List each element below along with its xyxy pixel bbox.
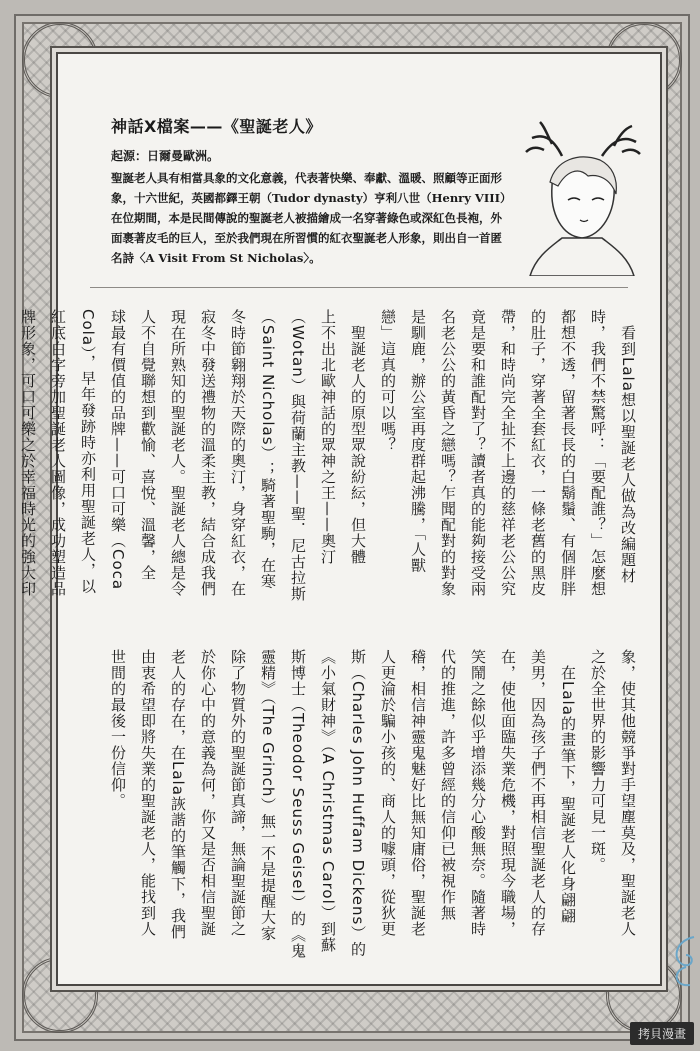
text-column: 寂冬中發送禮物的溫柔主教，結合成我們 xyxy=(199,309,217,597)
text-column: 由衷希望即將失業的聖誕老人，能找到人 xyxy=(139,649,157,937)
text-column: 於你心中的意義為何，你又是否相信聖誕 xyxy=(199,649,217,937)
text-column: 上不出北歐神話的眾神之王——奧汀 xyxy=(319,309,337,565)
article-lower-block xyxy=(86,649,640,979)
text-column: 《小氣財神》（A Christmas Carol）到蘇 xyxy=(319,649,337,953)
antlered-character-illustration xyxy=(522,116,642,276)
sidebox-body: 聖誕老人具有相當具象的文化意義，代表著快樂、奉獻、溫暖、照顧等正面形象，十六世紀，英國都鐸王朝（Tudor dynasty）亨利八世（Henry VIII）在位期間，本是民間傳說的聖誕老人被描繪成一名穿著綠色或深紅色長袍，外面裹著皮毛的巨人，至於我們現在所習慣的紅衣聖誕老人形象，則出自一首匿名詩〈A Visit From St Nicholas〉。 xyxy=(111,171,506,265)
text-column: Cola），早年發跡時亦利用聖誕老人，以 xyxy=(79,309,97,595)
text-column: 象，使其他競爭對手望塵莫及，聖誕老人 xyxy=(619,649,637,937)
text-column: 稽，相信神靈鬼魅好比無知庸俗，聖誕老 xyxy=(409,649,427,937)
text-column: 靈精》（The Grinch）無一不是提醒大家 xyxy=(259,649,277,942)
text-column: 戀」這真的可以嗎？ xyxy=(379,309,397,453)
article-upper-block xyxy=(19,309,640,629)
text-column: 人更淪於騙小孩的、商人的噱頭，從狄更 xyxy=(379,649,397,937)
text-column: 美男，因為孩子們不再相信聖誕老人的存 xyxy=(529,649,547,937)
swirl-ornament-icon xyxy=(664,931,700,991)
section-divider xyxy=(90,287,628,288)
text-column: 帶，和時尚完全扯不上邊的慈祥老公公究 xyxy=(499,309,517,597)
text-column: 看到Lala想以聖誕老人做為改編題材 xyxy=(619,309,637,584)
text-column: 斯（Charles John Huffam Dickens）的 xyxy=(349,649,367,958)
text-column: 名老公公的黃昏之戀嗎？乍聞配對的對象 xyxy=(439,309,457,597)
text-column: 現在所熟知的聖誕老人。聖誕老人總是令 xyxy=(169,309,187,597)
text-column: 老人的存在，在Lala詼諧的筆觸下，我們 xyxy=(169,649,187,940)
text-column: 除了物質外的聖誕節真諦，無論聖誕節之 xyxy=(229,649,247,937)
text-column: 斯博士（Theodor Seuss Geisel）的《鬼 xyxy=(289,649,307,959)
text-column: （Wotan）與荷蘭主教——聖．尼古拉斯 xyxy=(289,309,307,602)
text-page xyxy=(19,52,662,986)
sidebox-origin: 起源：日爾曼歐洲。 xyxy=(111,149,220,163)
text-column: 冬時節翱翔於天際的奧汀，身穿紅衣，在 xyxy=(229,309,247,597)
text-column: 竟是要和誰配對了？讀者真的能夠接受兩 xyxy=(469,309,487,597)
text-column: 是馴鹿，辦公室再度群起沸騰，「人獸 xyxy=(409,309,427,574)
text-column: 牌形象，可口可樂之於幸福時光的強大印 xyxy=(19,309,37,597)
text-column: 聖誕老人的原型眾說紛紜，但大體 xyxy=(349,309,367,565)
text-column: 之於全世界的影響力可見一斑。 xyxy=(589,649,607,873)
site-watermark: 拷貝漫畫 xyxy=(630,1022,694,1045)
text-column: 人不自覺聯想到歡愉、喜悅、溫馨，全 xyxy=(139,309,157,581)
text-column: 紅底白字旁加聖誕老人圖像，成功塑造品 xyxy=(49,309,67,597)
text-column: 代的推進，許多曾經的信仰已被視作無 xyxy=(439,649,457,921)
text-column: 在Lala的畫筆下，聖誕老人化身翩翩 xyxy=(559,649,577,924)
sidebox-title: 神話X檔案——《聖誕老人》 xyxy=(111,117,322,136)
text-column: 世間的最後一份信仰。 xyxy=(109,649,127,809)
text-column: 都想不透，留著長長的白鬍鬚、有個胖胖 xyxy=(559,309,577,597)
text-column: 的肚子，穿著全套紅衣，一條老舊的黑皮 xyxy=(529,309,547,597)
text-column: （Saint Nicholas）；騎著聖駒，在寒 xyxy=(259,309,277,590)
text-column: 在，使他面臨失業危機，對照現今職場， xyxy=(499,649,517,937)
text-column: 笑鬧之餘似乎增添幾分心酸無奈。隨著時 xyxy=(469,649,487,937)
text-column: 球最有價值的品牌——可口可樂（Coca xyxy=(109,309,127,591)
text-column: 時，我們不禁驚呼：「要配誰？」怎麼想 xyxy=(589,309,607,597)
